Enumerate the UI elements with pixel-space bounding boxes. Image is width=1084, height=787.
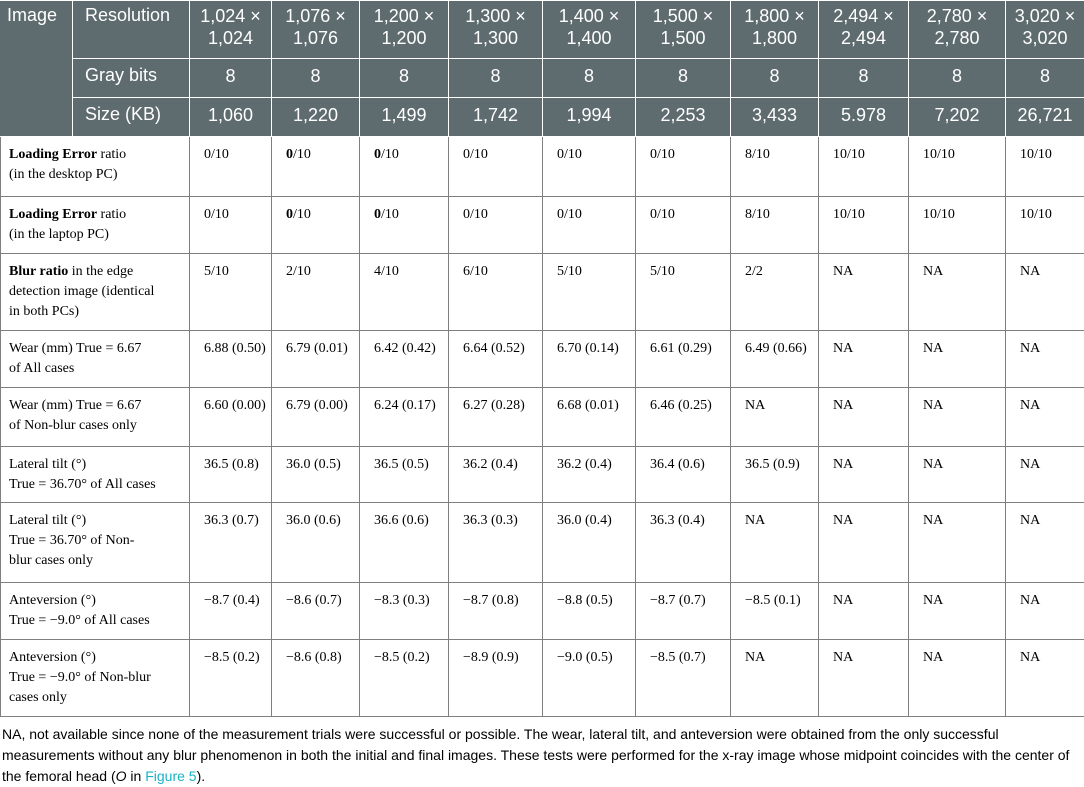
table-cell: 10/10 xyxy=(1006,197,1084,254)
bold-zero: 0 xyxy=(374,147,381,162)
table-cell xyxy=(360,197,449,254)
table-cell: 6.79 (0.01) xyxy=(272,331,360,388)
table-cell: 0/10 xyxy=(543,137,636,197)
row-label: Anteversion (°) True = −9.0° of Non-blur cases only xyxy=(1,640,190,717)
table-cell: NA xyxy=(909,331,1006,388)
table-cell: NA xyxy=(819,254,909,331)
table-cell: −8.9 (0.9) xyxy=(449,640,543,717)
table-cell: NA xyxy=(731,503,819,583)
header-row-size xyxy=(1,98,1084,137)
table-cell: 36.6 (0.6) xyxy=(360,503,449,583)
table-cell: −9.0 (0.5) xyxy=(543,640,636,717)
table-cell: 2/2 xyxy=(731,254,819,331)
row-label: Wear (mm) True = 6.67 of All cases xyxy=(1,331,190,388)
table-cell: 0/10 xyxy=(190,197,272,254)
size-cell: 1,994 xyxy=(543,98,636,137)
table-cell: NA xyxy=(1006,254,1084,331)
table-cell xyxy=(272,137,360,197)
table-cell: 36.0 (0.4) xyxy=(543,503,636,583)
row-label: Blur ratio in the edge detection image (identical in both PCs) xyxy=(1,254,190,331)
table-cell: 5/10 xyxy=(636,254,731,331)
table-cell: NA xyxy=(819,388,909,447)
table-cell: 6.60 (0.00) xyxy=(190,388,272,447)
table-cell: NA xyxy=(909,640,1006,717)
gray-bits-cell: 8 xyxy=(731,59,819,98)
table-cell: 0/10 xyxy=(449,197,543,254)
size-cell: 1,060 xyxy=(190,98,272,137)
table-cell: −8.6 (0.8) xyxy=(272,640,360,717)
table-cell: 6.46 (0.25) xyxy=(636,388,731,447)
row-label: Lateral tilt (°) True = 36.70° of Non- blur cases only xyxy=(1,503,190,583)
table-cell: 36.3 (0.3) xyxy=(449,503,543,583)
gray-bits-cell: 8 xyxy=(819,59,909,98)
table-cell: 36.3 (0.4) xyxy=(636,503,731,583)
size-label: Size (KB) xyxy=(73,98,190,137)
image-header: Image xyxy=(1,1,73,137)
table-cell: 6.68 (0.01) xyxy=(543,388,636,447)
table-cell: 0/10 xyxy=(543,197,636,254)
table-cell: 0/10 xyxy=(636,197,731,254)
cell-rest: /10 xyxy=(293,207,311,222)
table-cell: NA xyxy=(819,447,909,503)
table-cell xyxy=(272,197,360,254)
table-row xyxy=(1,447,1084,503)
bold-zero: 0 xyxy=(286,207,293,222)
table-cell: 6.42 (0.42) xyxy=(360,331,449,388)
table-cell: 6.27 (0.28) xyxy=(449,388,543,447)
table-cell: 36.3 (0.7) xyxy=(190,503,272,583)
table-cell: 6.49 (0.66) xyxy=(731,331,819,388)
size-cell: 2,253 xyxy=(636,98,731,137)
resolution-cell: 1,076 × 1,076 xyxy=(272,1,360,59)
table-cell: 6.64 (0.52) xyxy=(449,331,543,388)
resolution-cell: 2,494 × 2,494 xyxy=(819,1,909,59)
size-cell: 26,721 xyxy=(1006,98,1084,137)
table-cell: 10/10 xyxy=(909,137,1006,197)
size-cell: 1,742 xyxy=(449,98,543,137)
table-cell: 36.5 (0.8) xyxy=(190,447,272,503)
table-cell: 36.5 (0.5) xyxy=(360,447,449,503)
row-label: Loading Error ratio (in the laptop PC) xyxy=(1,197,190,254)
gray-bits-cell: 8 xyxy=(449,59,543,98)
table-cell: 6.24 (0.17) xyxy=(360,388,449,447)
table-cell: NA xyxy=(819,640,909,717)
table-cell: −8.5 (0.1) xyxy=(731,583,819,640)
bold-zero: 0 xyxy=(374,207,381,222)
table-cell: NA xyxy=(909,503,1006,583)
table-cell: 8/10 xyxy=(731,197,819,254)
table-cell: 10/10 xyxy=(819,197,909,254)
table-row xyxy=(1,254,1084,331)
table-cell: NA xyxy=(909,254,1006,331)
resolution-cell: 1,300 × 1,300 xyxy=(449,1,543,59)
table-row xyxy=(1,331,1084,388)
size-cell: 3,433 xyxy=(731,98,819,137)
table-cell: 5/10 xyxy=(190,254,272,331)
center-point-o: O xyxy=(116,768,127,784)
table-cell: −8.8 (0.5) xyxy=(543,583,636,640)
size-cell: 1,220 xyxy=(272,98,360,137)
table-cell: 6.61 (0.29) xyxy=(636,331,731,388)
table-cell: −8.7 (0.4) xyxy=(190,583,272,640)
table-cell: NA xyxy=(1006,640,1084,717)
table-cell: −8.7 (0.8) xyxy=(449,583,543,640)
figure-5-link[interactable]: Figure 5 xyxy=(145,768,196,784)
resolution-cell: 1,400 × 1,400 xyxy=(543,1,636,59)
header-row-gray-bits xyxy=(1,59,1084,98)
table-cell: −8.5 (0.2) xyxy=(190,640,272,717)
table-row xyxy=(1,640,1084,717)
table-cell: NA xyxy=(1006,447,1084,503)
table-cell: 0/10 xyxy=(636,137,731,197)
row-label: Wear (mm) True = 6.67 of Non-blur cases only xyxy=(1,388,190,447)
gray-bits-cell: 8 xyxy=(1006,59,1084,98)
table-cell: 4/10 xyxy=(360,254,449,331)
table-cell: 2/10 xyxy=(272,254,360,331)
table-cell: 0/10 xyxy=(449,137,543,197)
table-cell: 6.88 (0.50) xyxy=(190,331,272,388)
table-cell: 0/10 xyxy=(190,137,272,197)
cell-rest: /10 xyxy=(381,207,399,222)
gray-bits-cell: 8 xyxy=(190,59,272,98)
table-cell: NA xyxy=(909,388,1006,447)
table-cell: 8/10 xyxy=(731,137,819,197)
size-cell: 7,202 xyxy=(909,98,1006,137)
table-cell: 36.0 (0.5) xyxy=(272,447,360,503)
bold-zero: 0 xyxy=(286,147,293,162)
table-cell: 36.0 (0.6) xyxy=(272,503,360,583)
row-label: Loading Error ratio (in the desktop PC) xyxy=(1,137,190,197)
table-cell: NA xyxy=(1006,388,1084,447)
table-cell: NA xyxy=(731,388,819,447)
table-row xyxy=(1,388,1084,447)
table-cell: −8.3 (0.3) xyxy=(360,583,449,640)
table-cell: NA xyxy=(1006,331,1084,388)
header-row-resolution xyxy=(1,1,1084,59)
table-cell: 10/10 xyxy=(819,137,909,197)
row-label: Lateral tilt (°) True = 36.70° of All cases xyxy=(1,447,190,503)
size-cell: 5.978 xyxy=(819,98,909,137)
resolution-cell: 2,780 × 2,780 xyxy=(909,1,1006,59)
table-footnote: NA, not available since none of the measurement trials were successful or possible. The wear, lateral tilt, and anteversion were obtained from the only successful measurements without any blur phenomenon in both the initial and final images. These tests were performed for the x-ray image whose midpoint coincides with the center of the femoral head (O in Figure 5). xyxy=(0,724,1082,787)
resolution-cell: 3,020 × 3,020 xyxy=(1006,1,1084,59)
row-label: Anteversion (°) True = −9.0° of All cases xyxy=(1,583,190,640)
size-cell: 1,499 xyxy=(360,98,449,137)
table-cell: −8.5 (0.7) xyxy=(636,640,731,717)
table-cell: NA xyxy=(819,503,909,583)
table-row xyxy=(1,503,1084,583)
resolution-cell: 1,500 × 1,500 xyxy=(636,1,731,59)
table-cell: 6/10 xyxy=(449,254,543,331)
table-cell: NA xyxy=(819,583,909,640)
table-cell: NA xyxy=(819,331,909,388)
table-cell: NA xyxy=(731,640,819,717)
gray-bits-cell: 8 xyxy=(636,59,731,98)
table-cell: NA xyxy=(1006,503,1084,583)
table-cell: 6.70 (0.14) xyxy=(543,331,636,388)
cell-rest: /10 xyxy=(381,147,399,162)
gray-bits-cell: 8 xyxy=(272,59,360,98)
table-cell: 10/10 xyxy=(1006,137,1084,197)
table-row xyxy=(1,197,1084,254)
table-cell: 36.2 (0.4) xyxy=(543,447,636,503)
table-cell xyxy=(360,137,449,197)
table-cell: −8.7 (0.7) xyxy=(636,583,731,640)
gray-bits-cell: 8 xyxy=(360,59,449,98)
table-cell: NA xyxy=(909,583,1006,640)
table-cell: NA xyxy=(1006,583,1084,640)
gray-bits-label: Gray bits xyxy=(73,59,190,98)
resolution-cell: 1,800 × 1,800 xyxy=(731,1,819,59)
resolution-cell: 1,024 × 1,024 xyxy=(190,1,272,59)
table-cell: −8.6 (0.7) xyxy=(272,583,360,640)
table-cell: 36.4 (0.6) xyxy=(636,447,731,503)
table-cell: 5/10 xyxy=(543,254,636,331)
gray-bits-cell: 8 xyxy=(543,59,636,98)
table-cell: NA xyxy=(909,447,1006,503)
table-cell: 10/10 xyxy=(909,197,1006,254)
table-cell: −8.5 (0.2) xyxy=(360,640,449,717)
table-row xyxy=(1,137,1084,197)
cell-rest: /10 xyxy=(293,147,311,162)
table-cell: 36.5 (0.9) xyxy=(731,447,819,503)
resolution-cell: 1,200 × 1,200 xyxy=(360,1,449,59)
table-cell: 36.2 (0.4) xyxy=(449,447,543,503)
table-cell: 6.79 (0.00) xyxy=(272,388,360,447)
resolution-label: Resolution xyxy=(73,1,190,59)
table-row xyxy=(1,583,1084,640)
gray-bits-cell: 8 xyxy=(909,59,1006,98)
